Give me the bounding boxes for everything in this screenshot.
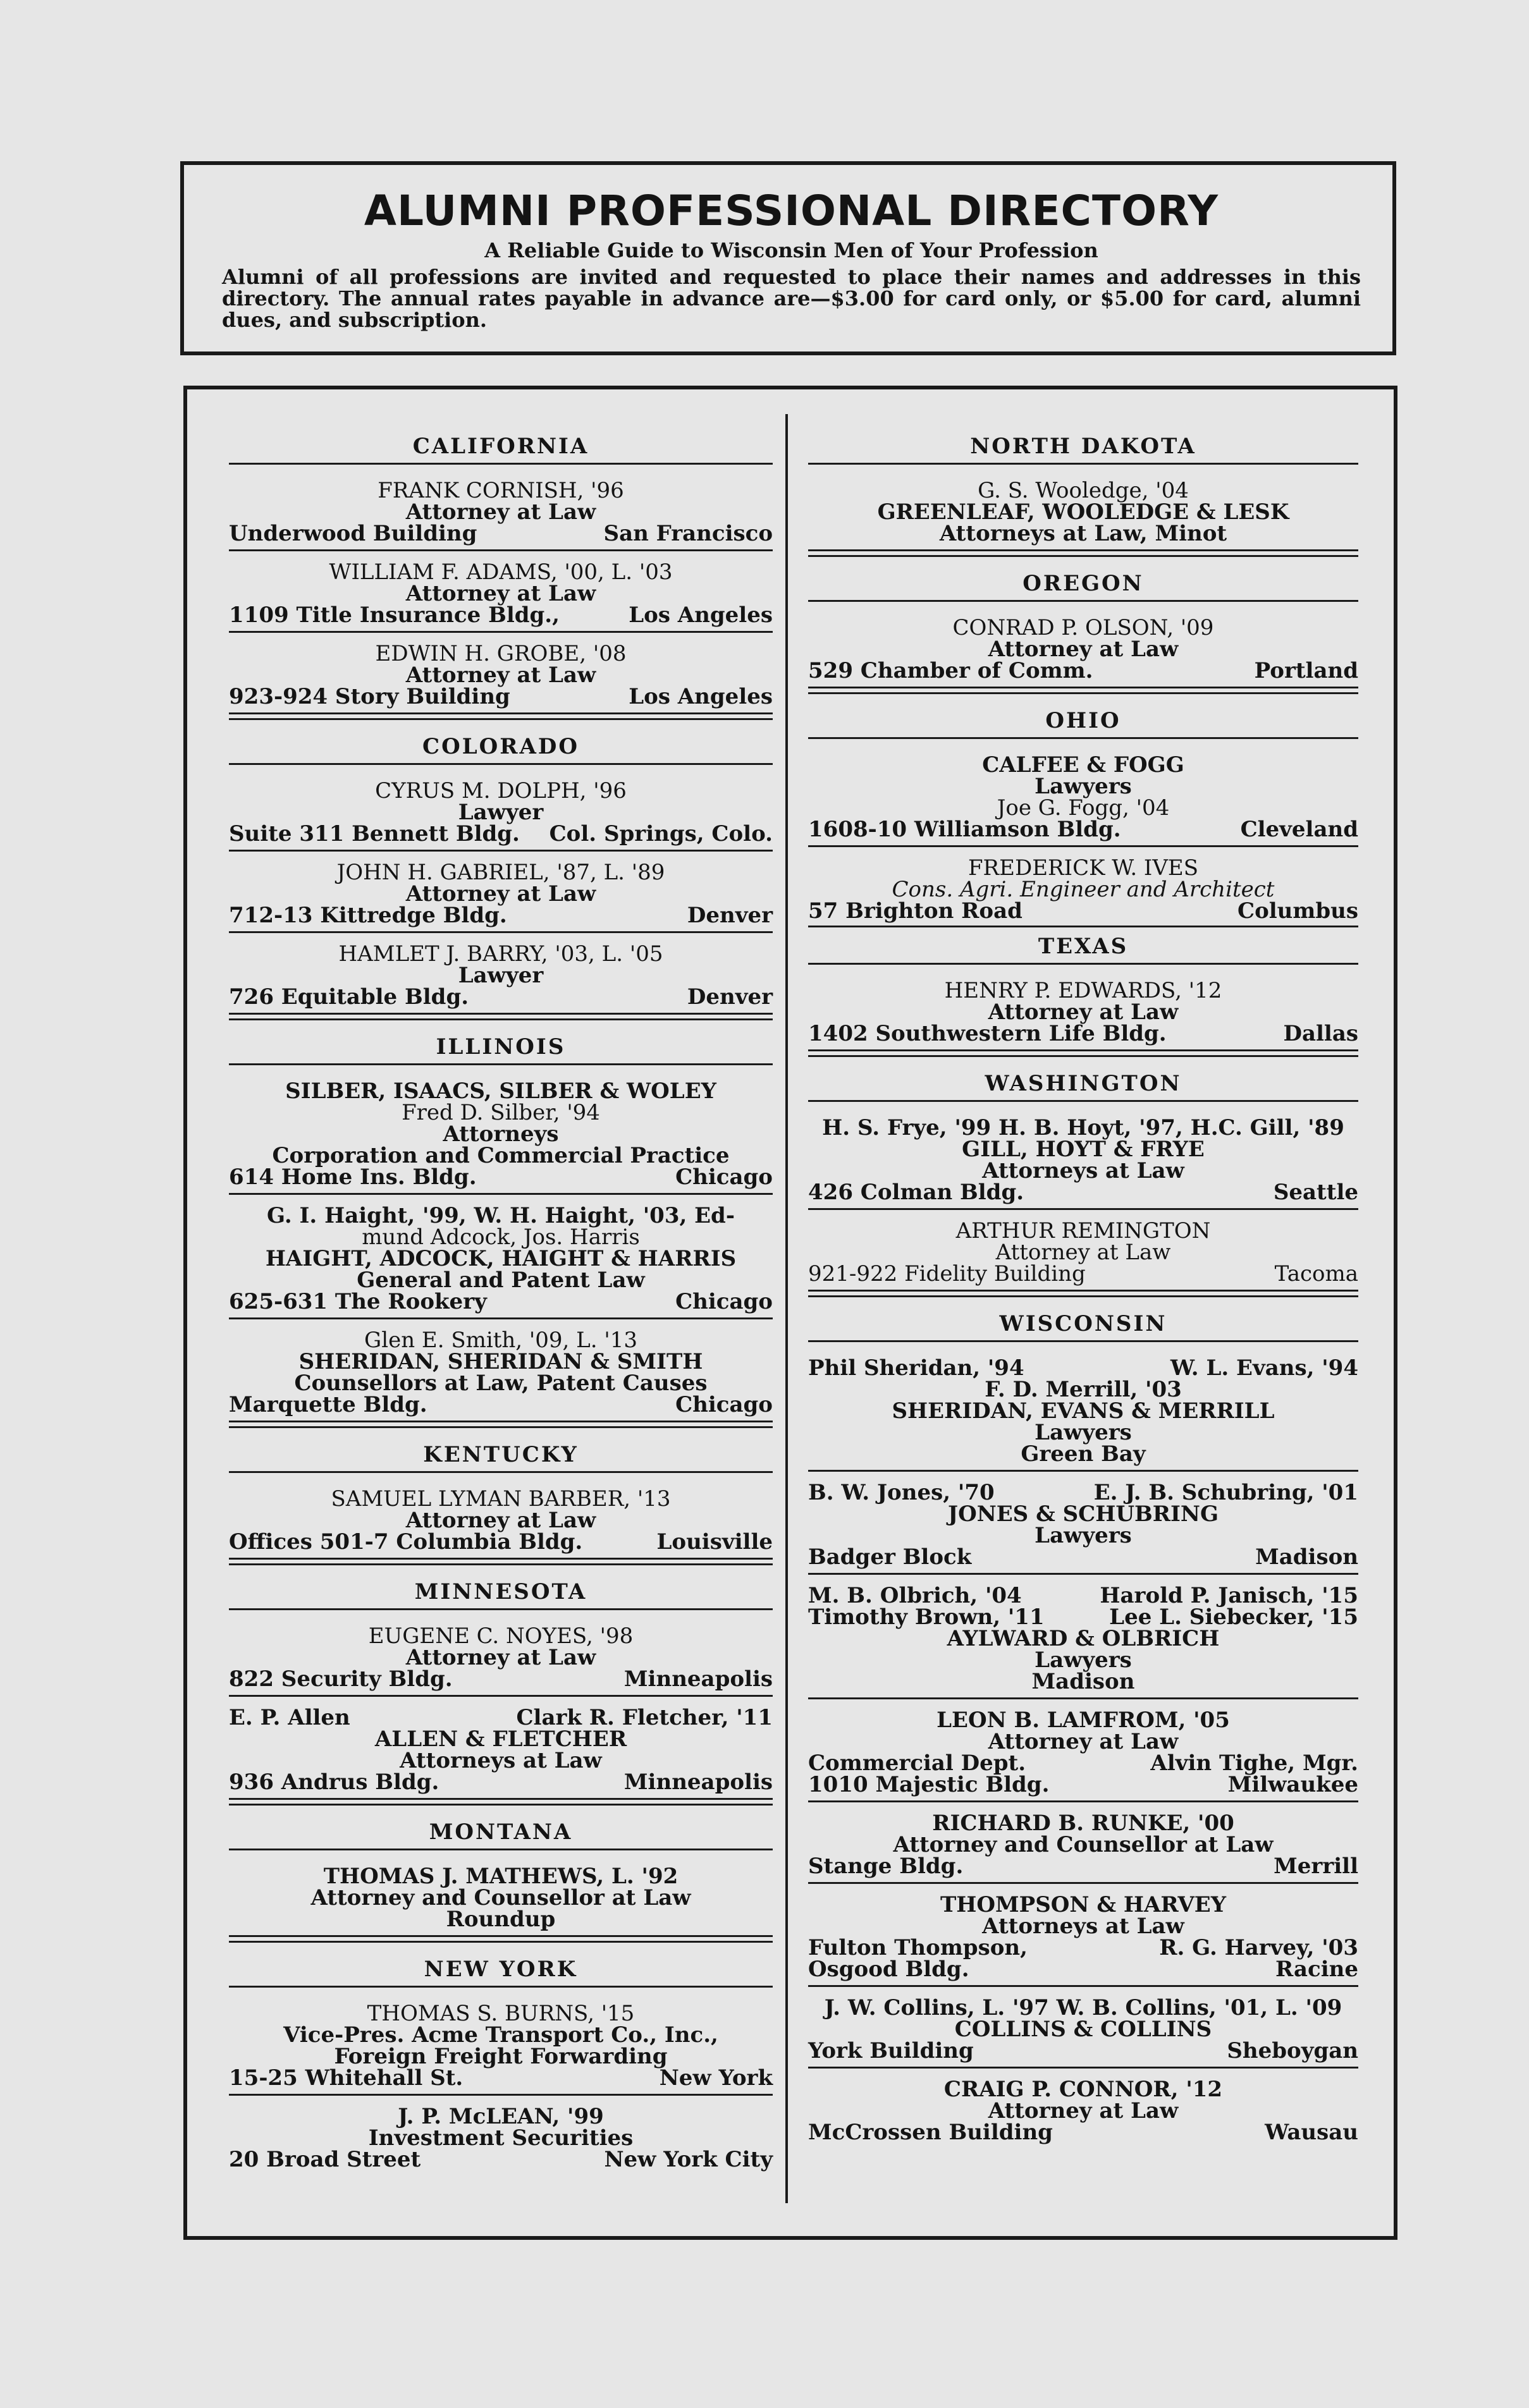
listing-entry: [229, 1329, 773, 1415]
listing-address: [229, 1771, 773, 1793]
address-city: Louisville: [656, 1529, 773, 1555]
listing-firm: CALFEE & FOGG: [982, 752, 1184, 778]
address-street: Suite 311 Bennett Bldg.: [229, 821, 520, 846]
listing-name: JOHN H. GABRIEL, '87, L. '89: [336, 860, 665, 885]
listing-role: Attorneys at Law: [400, 1748, 602, 1773]
listing-name: CRAIG P. CONNOR, '12: [943, 2077, 1223, 2102]
listing-address: [808, 1546, 1358, 1568]
address-street: 712-13 Kittredge Bldg.: [229, 903, 507, 928]
address-street: 1109 Title Insurance Bldg.,: [229, 602, 560, 628]
listing-names: [808, 1482, 1358, 1503]
listing-role: Lawyers: [1035, 1420, 1132, 1445]
directory-intro: Alumni of all professions are invited and requested to place their names and addresses in this directory. The annual rates payable in advance are—$3.00 for card only, or $5.00 for card, alumni dues, and subscription.: [222, 265, 1361, 332]
listing-names: G. I. Haight, '99, W. H. Haight, '03, Ed-: [267, 1203, 735, 1228]
listing-address: [229, 1166, 773, 1188]
address-street: 936 Andrus Bldg.: [229, 1769, 439, 1795]
address-city: Portland: [1254, 658, 1358, 683]
listing-address: [808, 1023, 1358, 1044]
listing-name: SAMUEL LYMAN BARBER, '13: [331, 1486, 671, 1512]
state-heading-north-dakota: NORTH DAKOTA: [970, 434, 1196, 459]
divider: [808, 463, 1358, 465]
listing-entry: [808, 754, 1358, 840]
listing-entry: [808, 1220, 1358, 1285]
listing-names: [808, 1937, 1358, 1959]
listing-firm: GREENLEAF, WOOLEDGE & LESK: [877, 499, 1289, 525]
listing-address: [808, 1959, 1358, 1980]
section-divider: [229, 1558, 773, 1565]
listing-role: Lawyer: [458, 963, 544, 988]
listing-role: Attorney at Law: [405, 881, 596, 907]
listing-role: Attorneys at Law, Minot: [939, 521, 1227, 546]
address-street: 15-25 Whitehall St.: [229, 2065, 464, 2091]
address-city: Cleveland: [1240, 817, 1358, 842]
address-city: Los Angeles: [629, 602, 773, 628]
listing-address: [808, 1182, 1358, 1203]
address-city: Milwaukee: [1227, 1772, 1358, 1797]
divider: [229, 463, 773, 465]
listing-role: Attorneys: [443, 1121, 559, 1147]
divider: [808, 963, 1358, 965]
listing-role: Attorney at Law: [995, 1240, 1171, 1265]
section-divider: [229, 1013, 773, 1020]
divider: [808, 737, 1358, 739]
listing-entry: [229, 2003, 773, 2089]
address-street: Offices 501-7 Columbia Bldg.: [229, 1529, 583, 1555]
listing-name: Glen E. Smith, '09, L. '13: [364, 1328, 637, 1353]
listing-role: Attorney at Law: [988, 2098, 1179, 2124]
address-city: Denver: [687, 903, 773, 928]
listing-name: Fred D. Silber, '94: [402, 1100, 600, 1125]
address-street: 921-922 Fidelity Building: [808, 1261, 1086, 1287]
address-city: Columbus: [1237, 898, 1358, 924]
address-city: Dallas: [1283, 1021, 1358, 1046]
listing-name: Joe G. Fogg, '04: [997, 795, 1170, 821]
listing-entry: [229, 1488, 773, 1553]
listing-entry: [229, 480, 773, 544]
listing-name: EDWIN H. GROBE, '08: [375, 641, 627, 666]
listing-city: Roundup: [446, 1907, 556, 1932]
listing-entry: [229, 862, 773, 926]
listing-role: Attorneys at Law: [982, 1158, 1184, 1183]
address-street: 1608-10 Williamson Bldg.: [808, 817, 1121, 842]
listing-name: B. W. Jones, '70: [808, 1480, 995, 1505]
listing-address: [229, 1531, 773, 1553]
address-city: Madison: [1255, 1544, 1358, 1570]
listing-firm: JONES & SCHUBRING: [947, 1501, 1219, 1527]
state-heading-wisconsin: WISCONSIN: [999, 1311, 1167, 1336]
listing-role: Lawyers: [1035, 1647, 1132, 1673]
listing-address: [229, 1668, 773, 1690]
divider: [229, 850, 773, 852]
listing-name: EUGENE C. NOYES, '98: [368, 1623, 634, 1649]
listing-address: [808, 1752, 1358, 1774]
listing-address: [229, 523, 773, 544]
listing-address: [229, 686, 773, 707]
listing-address: [229, 2067, 773, 2089]
listing-address: [808, 1774, 1358, 1795]
listing-entry: [229, 1205, 773, 1312]
divider: [808, 1340, 1358, 1342]
listing-role: Cons. Agri. Engineer and Architect: [892, 877, 1275, 902]
listing-entry: [808, 1117, 1358, 1203]
state-heading-washington: WASHINGTON: [985, 1071, 1182, 1096]
divider: [229, 1317, 773, 1319]
listing-address: [808, 1263, 1358, 1285]
listing-name: THOMAS S. BURNS, '15: [367, 2001, 635, 2026]
listing-role: Attorney at Law: [405, 1508, 596, 1533]
listing-name: RICHARD B. RUNKE, '00: [932, 1811, 1234, 1836]
state-heading-texas: TEXAS: [1038, 934, 1129, 959]
listing-name: E. P. Allen: [229, 1705, 350, 1730]
listing-name: Phil Sheridan, '94: [808, 1355, 1024, 1381]
listing-entry: [808, 1709, 1358, 1795]
address-city: Sheboygan: [1227, 2038, 1358, 2063]
address-city: Denver: [687, 984, 773, 1010]
column-divider: [785, 414, 788, 2203]
state-heading-new-york: NEW YORK: [424, 1957, 578, 1982]
state-heading-minnesota: MINNESOTA: [414, 1579, 587, 1604]
listing-entry: [808, 1585, 1358, 1692]
listing-entry: [808, 1357, 1358, 1465]
listing-names: [808, 1357, 1358, 1379]
listing-entry: [808, 1894, 1358, 1980]
address-city: San Francisco: [603, 521, 773, 546]
divider: [808, 1697, 1358, 1699]
directory-title: ALUMNI PROFESSIONAL DIRECTORY: [364, 186, 1219, 235]
address-city: Minneapolis: [623, 1769, 773, 1795]
listing-entry: [808, 980, 1358, 1044]
divider: [808, 600, 1358, 602]
divider: [229, 1849, 773, 1850]
listing-role: Lawyers: [1035, 774, 1132, 799]
listing-name: Clark R. Fletcher, '11: [516, 1705, 773, 1730]
listing-role: Attorney at Law: [988, 637, 1179, 662]
listing-name: CONRAD P. OLSON, '09: [952, 615, 1214, 640]
divider: [229, 1608, 773, 1610]
listing-address: [229, 1291, 773, 1312]
divider: [808, 1573, 1358, 1575]
listing-entry: [808, 617, 1358, 681]
listing-name: Timothy Brown, '11: [808, 1604, 1045, 1630]
listing-role: Vice-Pres. Acme Transport Co., Inc.,: [283, 2022, 718, 2048]
address-city: New York City: [604, 2147, 773, 2172]
listing-name: FREDERICK W. IVES: [967, 855, 1199, 881]
divider: [229, 549, 773, 551]
address-street: Underwood Building: [229, 521, 477, 546]
divider: [229, 1986, 773, 1988]
listing-name: CYRUS M. DOLPH, '96: [375, 778, 627, 804]
listing-entry: [808, 857, 1358, 922]
state-heading-kentucky: KENTUCKY: [423, 1442, 579, 1467]
address-street: 529 Chamber of Comm.: [808, 658, 1093, 683]
listing-role: Attorneys at Law: [982, 1914, 1184, 1939]
divider: [808, 1882, 1358, 1884]
divider: [229, 763, 773, 765]
listing-name: ARTHUR REMINGTON: [955, 1218, 1211, 1244]
address-street: 1402 Southwestern Life Bldg.: [808, 1021, 1167, 1046]
section-divider: [229, 712, 773, 720]
divider: [229, 631, 773, 633]
section-divider: [808, 1049, 1358, 1057]
listing-entry: [808, 480, 1358, 544]
divider: [808, 2067, 1358, 2069]
divider: [229, 1695, 773, 1697]
address-city: Chicago: [675, 1392, 773, 1417]
state-heading-illinois: ILLINOIS: [436, 1034, 566, 1060]
listing-name: F. D. Merrill, '03: [985, 1377, 1182, 1402]
address-city: Minneapolis: [623, 1666, 773, 1692]
listing-address: [229, 986, 773, 1008]
listing-names: [229, 1707, 773, 1728]
section-divider: [229, 1798, 773, 1806]
section-divider: [229, 1935, 773, 1943]
listing-city: Madison: [1031, 1669, 1135, 1694]
listing-entry: [229, 943, 773, 1008]
state-heading-california: CALIFORNIA: [412, 434, 589, 459]
address-street: Marquette Bldg.: [229, 1392, 427, 1417]
listing-entry: [229, 643, 773, 707]
address-city: Los Angeles: [629, 684, 773, 709]
listing-address: [229, 1394, 773, 1415]
listing-role: Attorney at Law: [988, 1729, 1179, 1754]
listing-entry: [229, 1625, 773, 1690]
address-city: Col. Springs, Colo.: [549, 821, 773, 846]
listing-address: [808, 1855, 1358, 1877]
divider: [229, 2094, 773, 2096]
address-street: 726 Equitable Bldg.: [229, 984, 469, 1010]
listing-firm: ALLEN & FLETCHER: [374, 1727, 627, 1752]
address-city: Tacoma: [1274, 1261, 1358, 1287]
listing-firm: AYLWARD & OLBRICH: [947, 1626, 1220, 1651]
listing-name: M. B. Olbrich, '04: [808, 1583, 1022, 1608]
divider: [808, 1800, 1358, 1802]
section-divider: [808, 687, 1358, 694]
left-column: [229, 430, 773, 2170]
address-street: 1010 Majestic Bldg.: [808, 1772, 1050, 1797]
divider: [229, 1193, 773, 1195]
listing-address: [808, 2040, 1358, 2062]
listing-firm: GILL, HOYT & FRYE: [962, 1137, 1205, 1162]
listing-name: FRANK CORNISH, '96: [378, 478, 624, 503]
state-heading-oregon: OREGON: [1022, 571, 1144, 596]
listing-firm: SILBER, ISAACS, SILBER & WOLEY: [285, 1079, 716, 1104]
listing-role: Attorney at Law: [405, 499, 596, 525]
divider: [229, 1063, 773, 1065]
address-city: Wausau: [1265, 2120, 1358, 2145]
divider: [808, 845, 1358, 847]
address-street: Badger Block: [808, 1544, 972, 1570]
listing-firm: SHERIDAN, SHERIDAN & SMITH: [298, 1349, 703, 1374]
listing-entry: [229, 561, 773, 626]
listing-firm: THOMPSON & HARVEY: [940, 1892, 1226, 1917]
divider: [808, 1985, 1358, 1987]
listing-names: mund Adcock, Jos. Harris: [362, 1225, 640, 1250]
section-divider: [229, 1421, 773, 1428]
listing-role: Attorney and Counsellor at Law: [310, 1885, 691, 1910]
state-heading-montana: MONTANA: [429, 1819, 573, 1845]
listing-entry: [229, 780, 773, 845]
listing-firm: SHERIDAN, EVANS & MERRILL: [892, 1398, 1275, 1424]
listing-entry: [808, 1812, 1358, 1877]
address-city: Chicago: [675, 1164, 773, 1190]
listing-role: Lawyers: [1035, 1523, 1132, 1548]
section-divider: [808, 1290, 1358, 1297]
divider: [229, 1471, 773, 1473]
listing-address: [808, 660, 1358, 681]
listing-name: Lee L. Siebecker, '15: [1109, 1604, 1358, 1630]
state-heading-ohio: OHIO: [1045, 708, 1121, 733]
listing-names: [808, 1585, 1358, 1606]
address-street: York Building: [808, 2038, 974, 2063]
listing-name: G. S. Wooledge, '04: [978, 478, 1189, 503]
listing-entry: [808, 1482, 1358, 1568]
directory-subtitle: A Reliable Guide to Wisconsin Men of Your Profession: [484, 238, 1098, 262]
address-dept: Commercial Dept.: [808, 1751, 1026, 1776]
listing-role: Lawyer: [458, 800, 544, 825]
listing-name: HAMLET J. BARRY, '03, L. '05: [338, 941, 663, 967]
listing-name: R. G. Harvey, '03: [1159, 1935, 1358, 1960]
listing-firm: COLLINS & COLLINS: [954, 2017, 1212, 2042]
listing-address: [808, 900, 1358, 922]
listing-address: [808, 819, 1358, 840]
listing-city: Green Bay: [1021, 1441, 1146, 1467]
section-divider: [808, 549, 1358, 557]
listing-role: Counsellors at Law, Patent Causes: [294, 1371, 708, 1396]
address-manager: Alvin Tighe, Mgr.: [1150, 1751, 1358, 1776]
right-column: [808, 430, 1358, 2143]
divider: [808, 1470, 1358, 1472]
listing-entry: [808, 1997, 1358, 2062]
listing-role: Investment Securities: [368, 2125, 634, 2151]
address-city: Seattle: [1273, 1180, 1358, 1205]
state-heading-colorado: COLORADO: [422, 734, 579, 759]
address-street: 614 Home Ins. Bldg.: [229, 1164, 477, 1190]
address-street: 57 Brighton Road: [808, 898, 1022, 924]
address-street: McCrossen Building: [808, 2120, 1053, 2145]
listing-role: General and Patent Law: [357, 1268, 645, 1293]
listing-role: Attorney at Law: [405, 1645, 596, 1670]
listing-role: Attorney and Counsellor at Law: [893, 1832, 1274, 1857]
listing-entry: [229, 1080, 773, 1188]
address-street: Osgood Bldg.: [808, 1957, 969, 1982]
address-street: 426 Colman Bldg.: [808, 1180, 1024, 1205]
address-city: Merrill: [1274, 1854, 1358, 1879]
listing-entry: [229, 1707, 773, 1793]
address-street: 625-631 The Rookery: [229, 1289, 487, 1314]
divider: [808, 926, 1358, 927]
listing-role: Foreign Freight Forwarding: [334, 2044, 668, 2069]
address-street: 923-924 Story Building: [229, 684, 510, 709]
divider: [229, 931, 773, 933]
listing-address: [229, 823, 773, 845]
address-street: Stange Bldg.: [808, 1854, 964, 1879]
listing-name: HENRY P. EDWARDS, '12: [944, 978, 1222, 1003]
listing-entry: [229, 2106, 773, 2170]
listing-name: Harold P. Janisch, '15: [1100, 1583, 1358, 1608]
listing-names: [808, 1606, 1358, 1628]
address-city: New York: [659, 2065, 773, 2091]
listing-name: WILLIAM F. ADAMS, '00, L. '03: [329, 559, 673, 585]
listing-name: LEON B. LAMFROM, '05: [936, 1708, 1230, 1733]
divider: [808, 1208, 1358, 1210]
listing-role: Attorney at Law: [405, 581, 596, 606]
address-city: Chicago: [675, 1289, 773, 1314]
listing-entry: [229, 1866, 773, 1930]
listing-role: Attorney at Law: [405, 663, 596, 688]
address-street: 20 Broad Street: [229, 2147, 421, 2172]
listing-practice: Corporation and Commercial Practice: [272, 1143, 730, 1168]
address-city: Racine: [1275, 1957, 1358, 1982]
listing-name: Fulton Thompson,: [808, 1935, 1028, 1960]
address-street: 822 Security Bldg.: [229, 1666, 453, 1692]
listing-names: H. S. Frye, '99 H. B. Hoyt, '97, H.C. Gill, '89: [822, 1115, 1344, 1140]
divider: [808, 1100, 1358, 1102]
listing-role: Attorney at Law: [988, 999, 1179, 1025]
directory-header-box: [180, 161, 1396, 355]
listing-firm: HAIGHT, ADCOCK, HAIGHT & HARRIS: [265, 1246, 737, 1271]
listing-address: [229, 604, 773, 626]
listing-entry: [808, 2079, 1358, 2143]
listing-name: J. P. McLEAN, '99: [398, 2104, 604, 2129]
listing-name: E. J. B. Schubring, '01: [1093, 1480, 1358, 1505]
listing-address: [229, 2149, 773, 2170]
listing-name: W. L. Evans, '94: [1170, 1355, 1358, 1381]
listing-address: [808, 2122, 1358, 2143]
listing-names: J. W. Collins, L. '97 W. B. Collins, '01, L. '09: [824, 1995, 1342, 2020]
listing-name: THOMAS J. MATHEWS, L. '92: [323, 1864, 679, 1889]
listing-address: [229, 905, 773, 926]
